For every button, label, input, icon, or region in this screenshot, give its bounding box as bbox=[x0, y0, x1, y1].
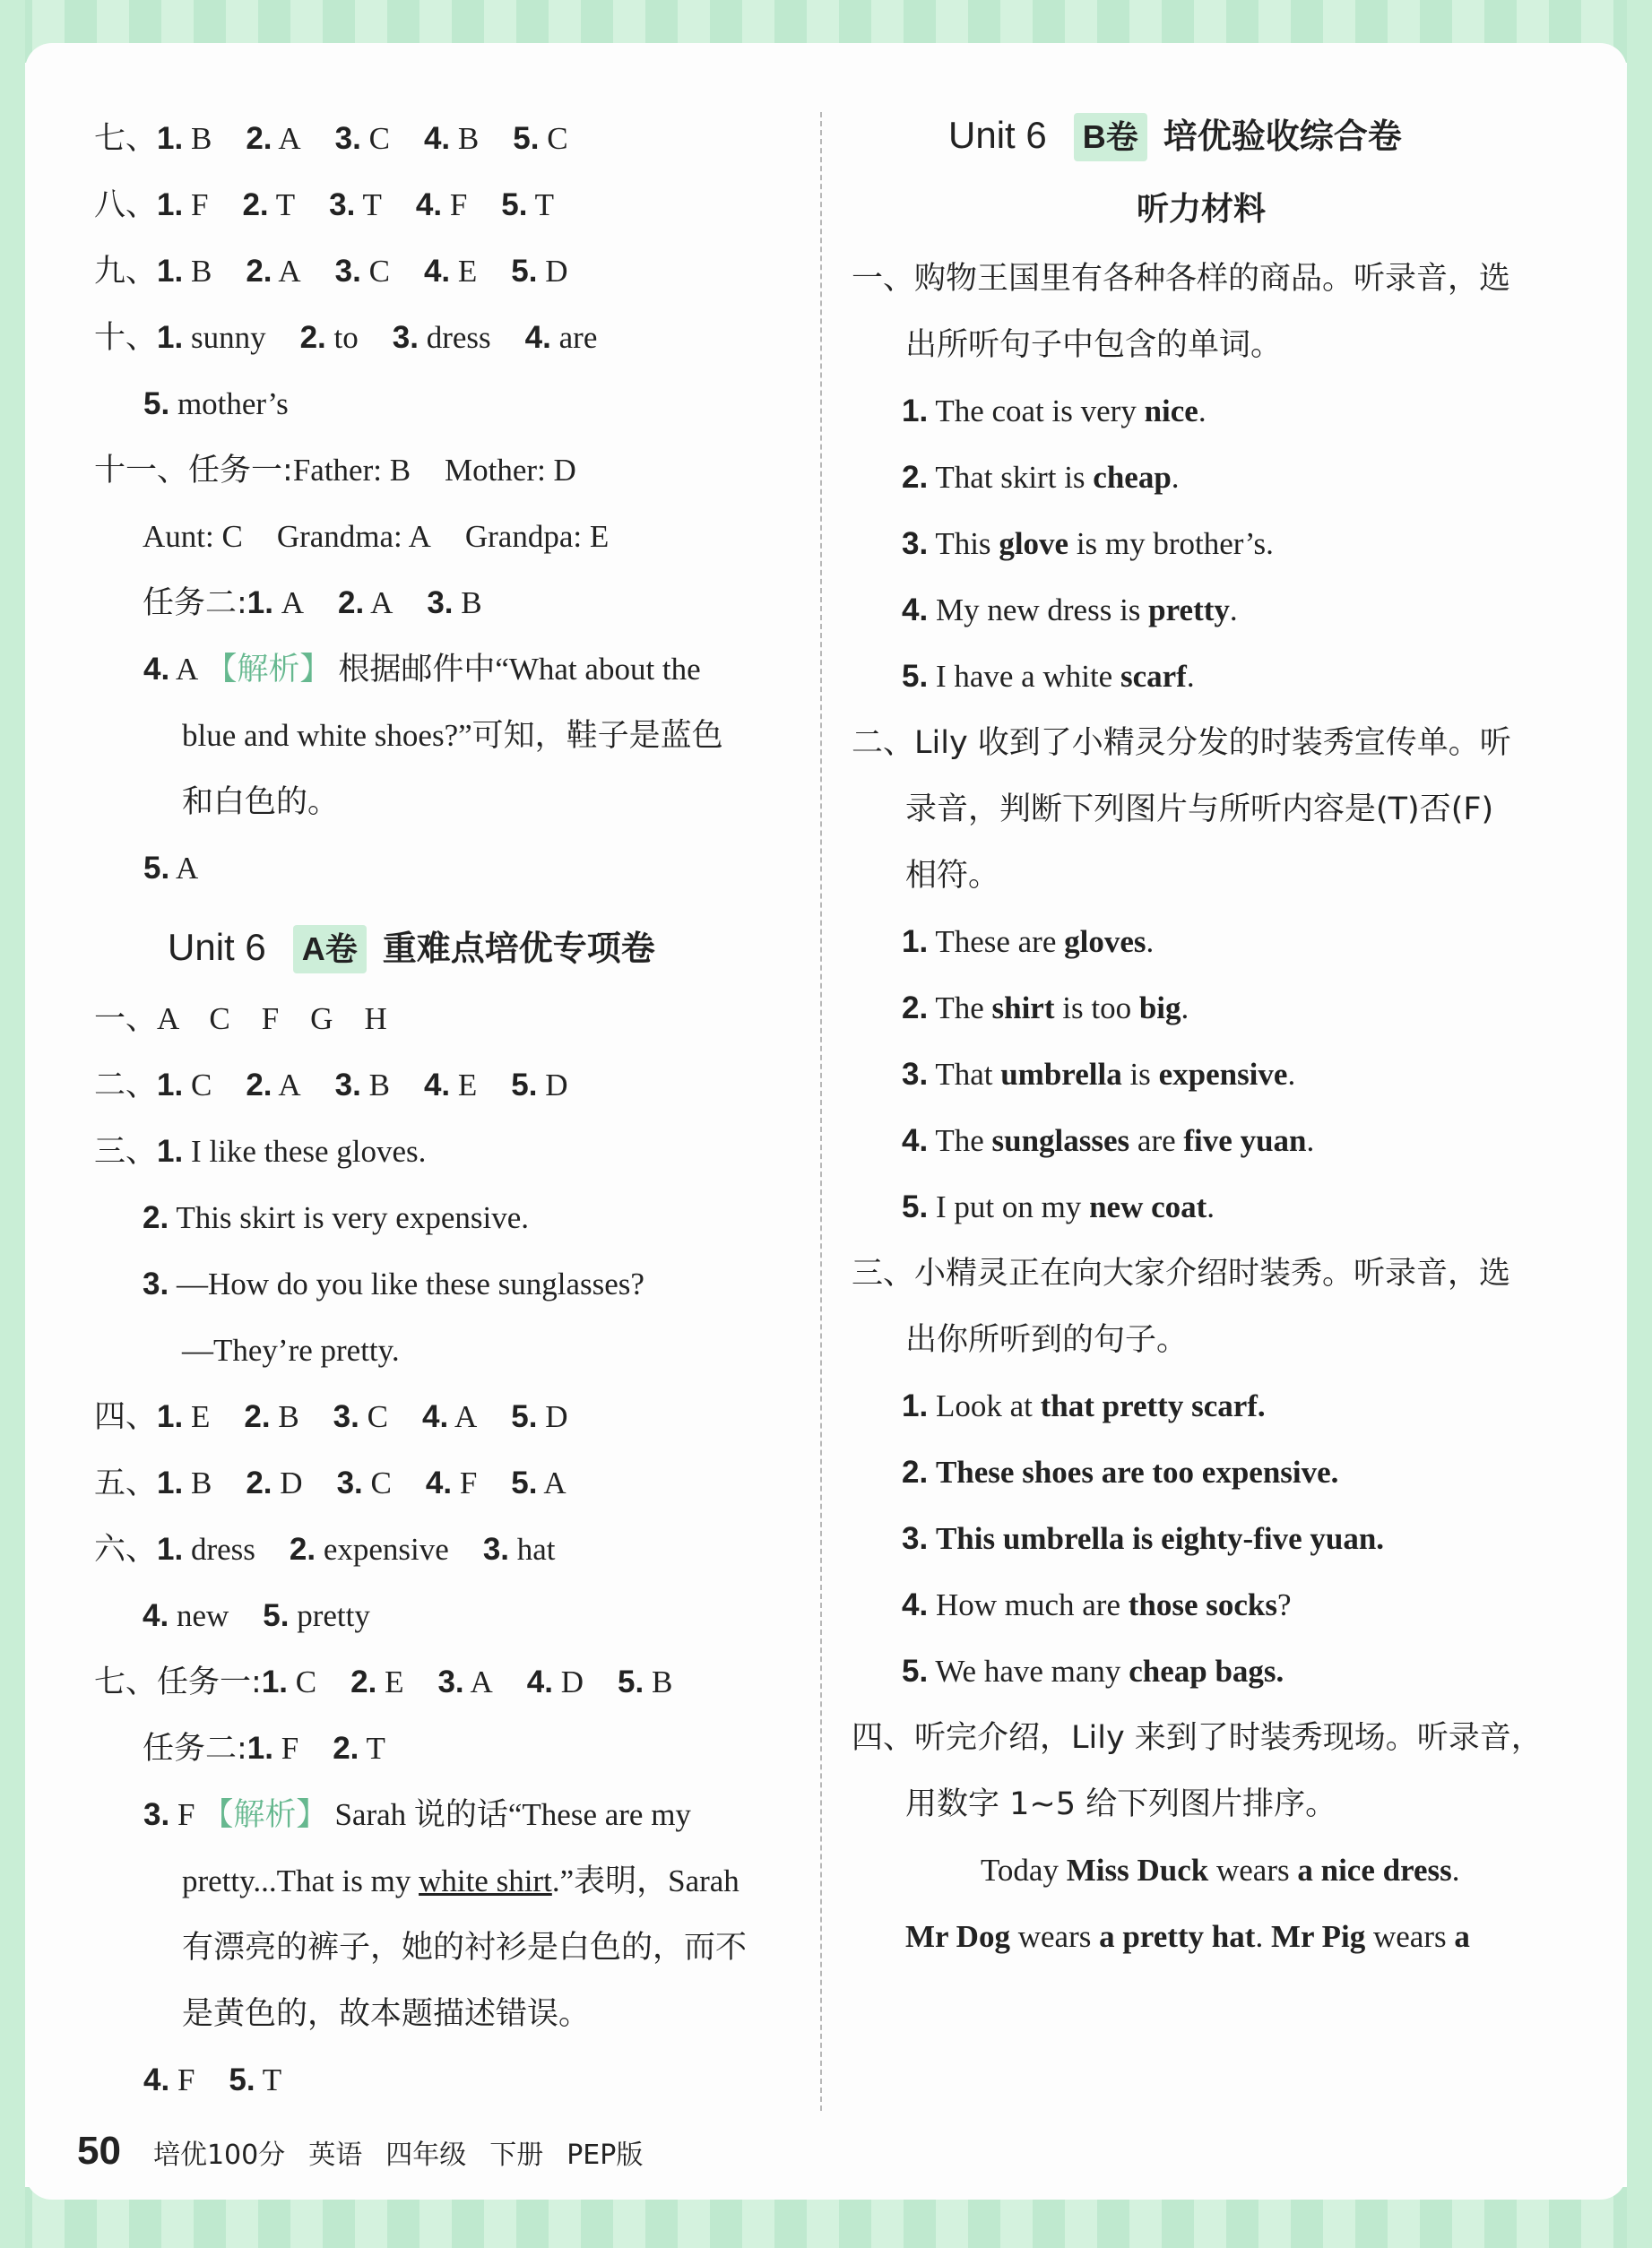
transcript-line: 3. That umbrella is expensive. bbox=[902, 1057, 1296, 1092]
explanation-line: 是黄色的，故本题描述错误。 bbox=[182, 1996, 591, 2031]
answer: 2. to bbox=[299, 320, 359, 355]
volume-badge: B卷 bbox=[1074, 113, 1147, 161]
answer: 1. B bbox=[157, 254, 212, 289]
question-1-prompt: 出所听句子中包含的单词。 bbox=[905, 327, 1283, 363]
left-column bbox=[94, 106, 793, 2114]
answer: 3. C bbox=[334, 254, 390, 289]
question-2-prompt: 录音，判断下列图片与所听内容是(T)否(F) bbox=[905, 791, 1494, 827]
answer: 4. F bbox=[415, 187, 468, 222]
answer-row-4: 四、1. E 2. B 3. C 4. A 5. D bbox=[94, 1399, 568, 1435]
answer: 3. dress bbox=[392, 320, 491, 355]
answer: 2. A bbox=[246, 121, 301, 156]
answer: 1. F bbox=[157, 187, 209, 222]
transcript-line: 4. My new dress is pretty. bbox=[902, 592, 1238, 627]
answer-row-3: 三、1. I like these gloves. bbox=[94, 1134, 427, 1170]
section-heading-unit6-a: Unit 6 A卷 重难点培优专项卷 bbox=[94, 909, 793, 986]
listening-material-title: 听力材料 bbox=[1136, 191, 1266, 228]
answer-row-3-cont: —They’re pretty. bbox=[182, 1333, 400, 1368]
volume-badge: A卷 bbox=[293, 925, 367, 973]
answer-row-10: 十、1. sunny 2. to 3. dress 4. are bbox=[94, 320, 598, 356]
transcript-line: 3. This umbrella is eighty-five yuan. bbox=[902, 1521, 1385, 1556]
transcript-line: 5. We have many cheap bags. bbox=[902, 1654, 1284, 1689]
answer-row-5: 五、1. B 2. D 3. C 4. F 5. A bbox=[94, 1466, 567, 1501]
answer-row-8: 八、1. F 2. T 3. T 4. F 5. T bbox=[94, 187, 555, 223]
question-2-prompt: 相符。 bbox=[905, 858, 1000, 894]
answer-row-9: 九、1. B 2. A 3. C 4. E 5. D bbox=[94, 254, 568, 290]
question-3-prompt: 三、小精灵正在向大家介绍时装秀。听录音，选 bbox=[852, 1256, 1511, 1292]
transcript-paragraph: Mr Dog wears a pretty hat. Mr Pig wears a bbox=[905, 1919, 1470, 1954]
answer-row-3-cont: 2. This skirt is very expensive. bbox=[143, 1200, 530, 1235]
transcript-line: 4. How much are those socks? bbox=[902, 1587, 1292, 1622]
explanation-line: 3. F 【解析】 Sarah 说的话“These are my bbox=[143, 1797, 691, 1833]
explanation-label: 【解析】 bbox=[202, 1797, 328, 1833]
answer-row-11: 十一、任务一:Father: B Mother: D bbox=[94, 453, 576, 489]
answer-row-6: 六、1. dress 2. expensive 3. hat bbox=[94, 1532, 556, 1568]
question-2-prompt: 二、Lily 收到了小精灵分发的时装秀宣传单。听 bbox=[852, 725, 1511, 761]
explanation-line: pretty...That is my white shirt.”表明，Sarah bbox=[182, 1863, 740, 1898]
answer: 3. T bbox=[329, 187, 382, 222]
answer: 5. C bbox=[513, 121, 568, 156]
answer-row-11-task2: 任务二:1. A 2. A 3. B bbox=[143, 585, 482, 621]
answer-row-1: 一、A C F G H bbox=[94, 1001, 387, 1037]
explanation-line: blue and white shoes?”可知，鞋子是蓝色 bbox=[182, 718, 723, 753]
answer: 5. T bbox=[501, 187, 555, 222]
answer: 1. B bbox=[157, 121, 212, 156]
right-column bbox=[852, 97, 1551, 1970]
transcript-line: 2. That skirt is cheap. bbox=[902, 460, 1180, 495]
answer-row-7-task2: 任务二:1. F 2. T bbox=[143, 1731, 385, 1767]
answer: 2. A bbox=[246, 254, 301, 289]
answer-row-11-cont: Aunt: C Grandma: A Grandpa: E bbox=[143, 519, 610, 554]
answer-row: 5. A bbox=[143, 851, 199, 886]
explanation-line: 有漂亮的裤子，她的衬衫是白色的，而不 bbox=[182, 1930, 748, 1965]
answer: 1. sunny bbox=[157, 320, 266, 355]
transcript-line: 1. These are gloves. bbox=[902, 924, 1155, 959]
right-border bbox=[1627, 0, 1652, 2248]
left-border bbox=[0, 0, 25, 2248]
section-heading-unit6-b: Unit 6 B卷 培优验收综合卷 bbox=[852, 97, 1551, 174]
answer: 4. E bbox=[423, 254, 478, 289]
transcript-line: 2. The shirt is too big. bbox=[902, 990, 1189, 1025]
transcript-paragraph: Today Miss Duck wears a nice dress. bbox=[981, 1853, 1460, 1888]
answer: 4. B bbox=[423, 121, 480, 156]
answer: 5. D bbox=[511, 254, 568, 289]
answer-row-6-cont: 4. new 5. pretty bbox=[143, 1598, 370, 1633]
answer-row-2: 二、1. C 2. A 3. B 4. E 5. D bbox=[94, 1068, 568, 1103]
answer: 3. C bbox=[334, 121, 390, 156]
question-3-prompt: 出你所听到的句子。 bbox=[905, 1322, 1189, 1358]
transcript-line: 5. I put on my new coat. bbox=[902, 1189, 1215, 1224]
explanation-label: 【解析】 bbox=[205, 652, 332, 687]
question-1-prompt: 一、购物王国里有各种各样的商品。听录音，选 bbox=[852, 261, 1511, 297]
question-4-prompt: 四、听完介绍，Lily 来到了时装秀现场。听录音， bbox=[852, 1720, 1543, 1756]
answer-row: 4. F 5. T bbox=[143, 2062, 282, 2097]
transcript-line: 4. The sunglasses are five yuan. bbox=[902, 1123, 1315, 1158]
answer-row-7: 七、任务一:1. C 2. E 3. A 4. D 5. B bbox=[94, 1664, 673, 1700]
answer: 2. T bbox=[242, 187, 296, 222]
transcript-line: 1. The coat is very nice. bbox=[902, 393, 1207, 428]
page-number: 50 bbox=[77, 2129, 121, 2173]
column-divider bbox=[820, 112, 822, 2111]
answer-row-3-cont: 3. —How do you like these sunglasses? bbox=[143, 1267, 644, 1301]
page-footer: 50 培优100分 英语 四年级 下册 PEP版 bbox=[77, 2129, 644, 2173]
transcript-line: 1. Look at that pretty scarf. bbox=[902, 1388, 1266, 1423]
explanation-line: 4. A 【解析】 根据邮件中“What about the bbox=[143, 652, 701, 687]
explanation-line: 和白色的。 bbox=[182, 784, 340, 819]
answer: 4. are bbox=[524, 320, 598, 355]
answer-row-7: 七、1. B 2. A 3. C 4. B 5. C bbox=[94, 121, 568, 157]
answer-row-10-cont: 5. mother’s bbox=[143, 386, 289, 421]
transcript-line: 2. These shoes are too expensive. bbox=[902, 1455, 1339, 1490]
transcript-line: 3. This glove is my brother’s. bbox=[902, 526, 1274, 561]
transcript-line: 5. I have a white scarf. bbox=[902, 659, 1195, 694]
question-4-prompt: 用数字 1~5 给下列图片排序。 bbox=[905, 1786, 1337, 1822]
